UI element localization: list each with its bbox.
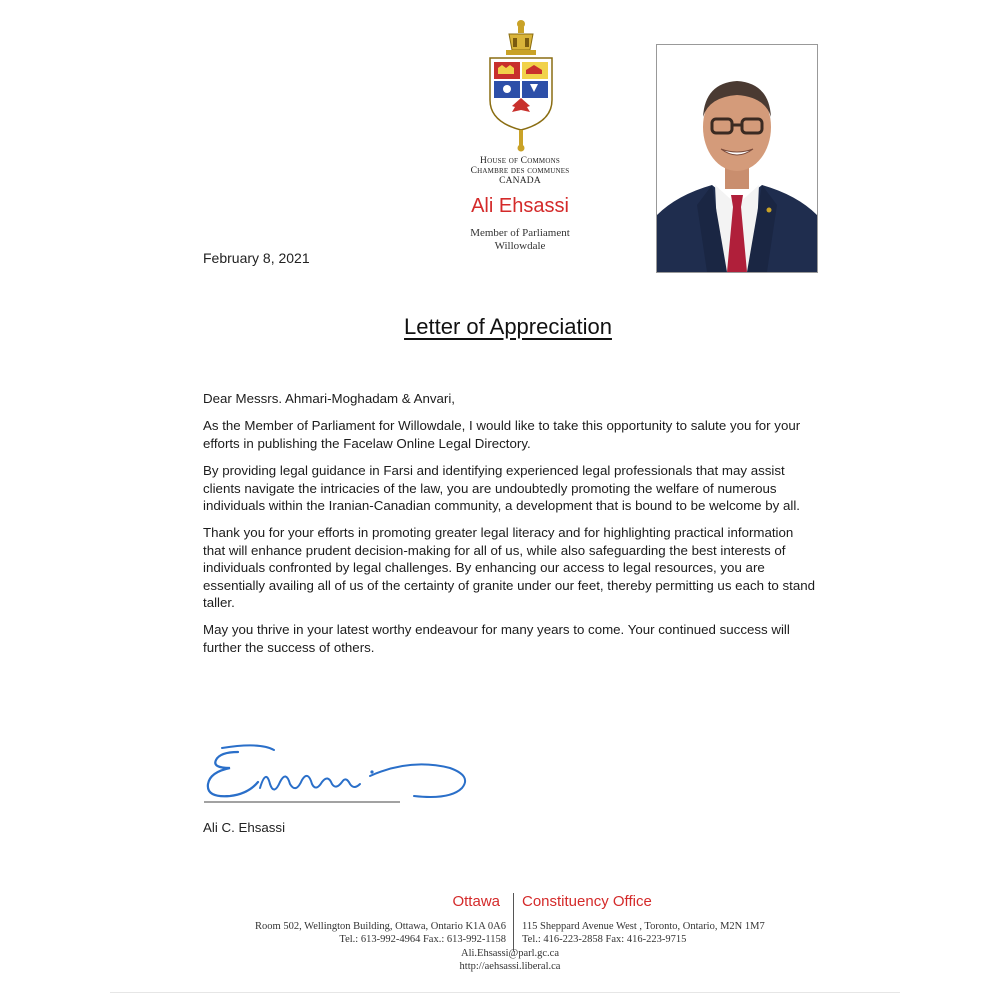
footer-ottawa-address <box>170 920 506 946</box>
ottawa-phone-line: Tel.: 613-992-4964 Fax.: 613-992-1158 <box>339 934 506 945</box>
letter-date: February 8, 2021 <box>203 250 310 266</box>
footer-constituency-address <box>522 920 842 946</box>
house-name-fr: Chambre des communes <box>470 166 570 176</box>
mp-name: Ali Ehsassi <box>471 195 569 217</box>
country-name: CANADA <box>499 176 541 186</box>
paragraph: Thank you for your efforts in promoting greater legal literacy and for highlighting practical information that will enhance prudent decision-making for all of us, while also safeguarding the best interests of individuals confronted by legal challenges. By enhancing our access to legal resources, you are essentially availing all of us of the certainty of granite under our feet, thereby permitting us each to stand taller. <box>203 525 816 611</box>
signer-name: Ali C. Ehsassi <box>203 820 286 835</box>
mp-title-block <box>420 227 620 253</box>
mp-riding: Willowdale <box>494 240 546 252</box>
footer-constituency-heading: Constituency Office <box>522 893 652 910</box>
letterhead-institution <box>420 156 620 186</box>
paragraph: May you thrive in your latest worthy endeavour for many years to come. Your continued success will further the success of others. <box>203 622 790 655</box>
footer-ottawa-heading: Ottawa <box>452 893 500 910</box>
footer-website: http://aehsassi.liberal.ca <box>459 961 561 972</box>
footer-divider <box>513 893 514 951</box>
footer-email: Ali.Ehsassi@parl.gc.ca <box>460 948 560 959</box>
ottawa-address-line: Room 502, Wellington Building, Ottawa, Ontario K1A 0A6 <box>255 921 506 932</box>
signature-icon <box>200 738 480 810</box>
letter-title: Letter of Appreciation <box>404 314 612 339</box>
salutation: Dear Messrs. Ahmari-Moghadam & Anvari, <box>203 391 455 406</box>
mp-role: Member of Parliament <box>470 227 570 239</box>
paragraph: As the Member of Parliament for Willowdale, I would like to take this opportunity to salute you for your efforts in publishing the Facelaw Online Legal Directory. <box>203 418 801 451</box>
page-bottom-rule <box>110 992 900 993</box>
footer-contact <box>370 947 650 973</box>
house-name-en: House of Commons <box>480 156 560 166</box>
house-of-commons-crest-icon <box>476 18 566 153</box>
constituency-address-line: 115 Sheppard Avenue West , Toronto, Ontario, M2N 1M7 <box>522 921 765 932</box>
paragraph: By providing legal guidance in Farsi and identifying experienced legal professionals that may assist clients navigate the intricacies of the law, you are undoubtedly promoting the welfare of numerous individuals within the Iranian-Canadian community, a development that is bound to be welcome by all. <box>203 463 800 514</box>
constituency-phone-line: Tel.: 416-223-2858 Fax: 416-223-9715 <box>522 934 687 945</box>
letter-body <box>203 390 818 666</box>
portrait-photo <box>656 44 818 273</box>
